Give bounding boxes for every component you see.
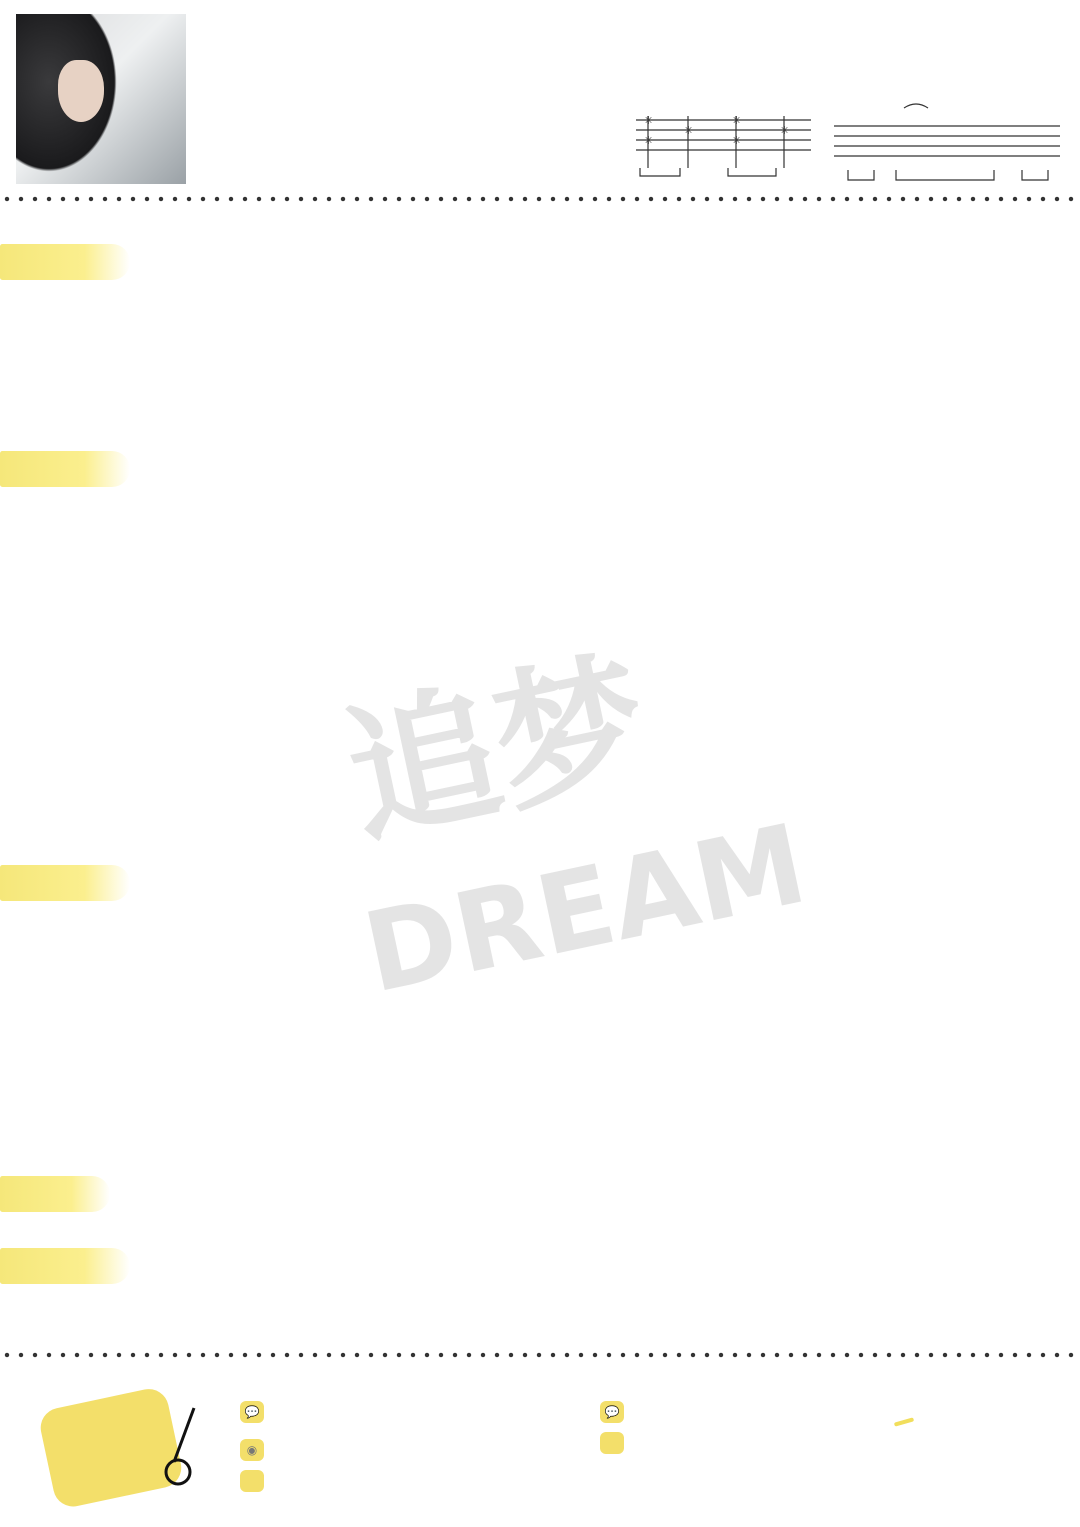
strum-pattern-2 xyxy=(834,100,1064,186)
section-highlight xyxy=(0,1248,130,1284)
divider-top xyxy=(0,196,1080,202)
footer-wechat-public xyxy=(240,1394,272,1423)
svg-text:✳: ✳ xyxy=(684,124,694,137)
footer-weibo xyxy=(240,1432,272,1461)
svg-text:✳: ✳ xyxy=(732,114,742,127)
svg-text:✳: ✳ xyxy=(644,114,654,127)
section-highlight xyxy=(0,1176,110,1212)
svg-text:追梦: 追梦 xyxy=(332,634,663,867)
svg-text:DREAM: DREAM xyxy=(353,799,817,1018)
follow-badge xyxy=(894,1417,914,1426)
section-chorus1 xyxy=(0,447,130,491)
footer-douban xyxy=(240,1470,272,1495)
douban-icon xyxy=(240,1470,264,1492)
watermark-logo xyxy=(265,580,817,1039)
album-cover xyxy=(16,14,186,184)
section-verse1 xyxy=(0,240,130,284)
dreamon-logo xyxy=(40,1388,200,1508)
cover-face xyxy=(58,60,104,122)
weibo-icon: ◉ xyxy=(240,1439,264,1461)
wechat-icon: 💬 xyxy=(240,1401,264,1423)
section-highlight xyxy=(0,451,130,487)
wechat-chat-icon: 💬 xyxy=(600,1401,624,1423)
section-interlude xyxy=(0,1172,130,1216)
section-highlight xyxy=(0,865,130,901)
section-verse2 xyxy=(0,1244,130,1288)
footer-editor-wechat xyxy=(600,1394,632,1423)
svg-text:✳: ✳ xyxy=(732,134,742,147)
section-chorus2 xyxy=(0,861,130,905)
section-highlight xyxy=(0,244,130,280)
footer-taobao xyxy=(600,1432,632,1457)
taobao-icon xyxy=(600,1432,624,1454)
svg-text:✳: ✳ xyxy=(644,134,654,147)
divider-bottom xyxy=(0,1352,1080,1358)
svg-text:✳: ✳ xyxy=(780,124,790,137)
strum-pattern-1 xyxy=(636,112,816,182)
